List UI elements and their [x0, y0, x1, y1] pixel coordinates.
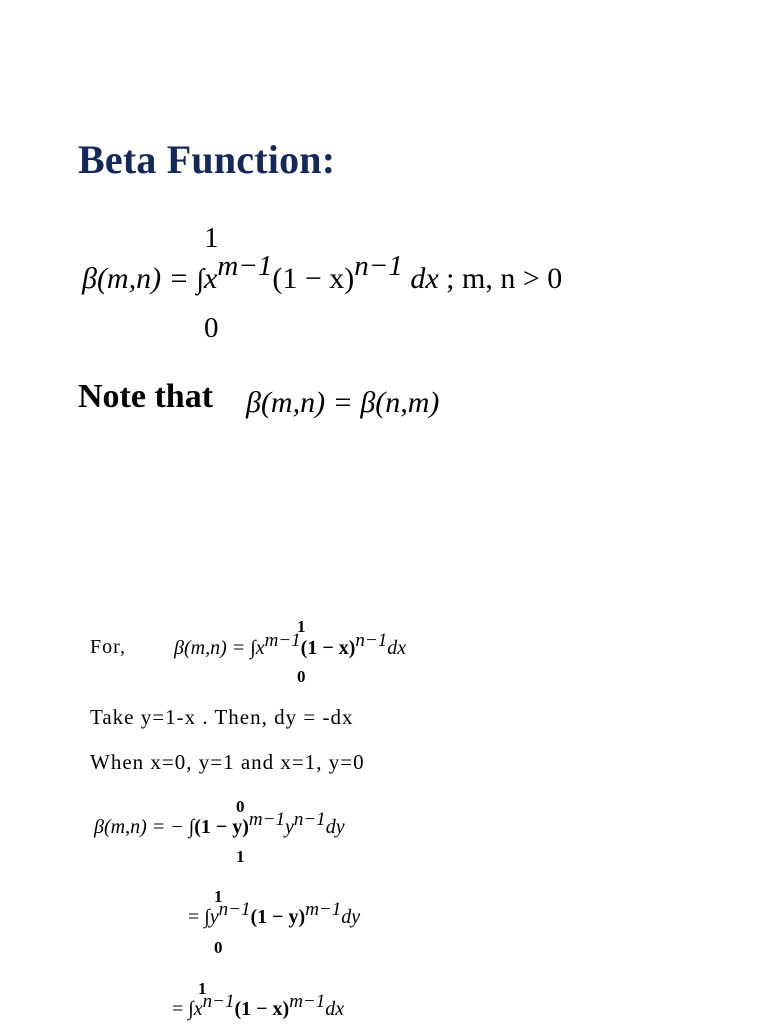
proof-line-4	[172, 991, 345, 1021]
proof-for-label: For,	[90, 636, 126, 658]
proof-l3-factor: (1 − y)	[250, 906, 306, 928]
base-x: x	[204, 262, 218, 295]
proof-l2-exp1: m−1	[248, 809, 285, 830]
proof-l4-d: dx	[325, 998, 345, 1020]
proof-l2-upper: 0	[236, 797, 245, 816]
definition-condition: ; m, n > 0	[446, 262, 563, 295]
proof-l1-upper: 1	[297, 617, 306, 636]
proof-limits-change: When x=0, y=1 and x=1, y=0	[90, 750, 365, 774]
proof-l3-lower: 0	[214, 938, 223, 957]
definition-formula	[82, 250, 563, 296]
proof-l3-integral: ∫	[204, 906, 210, 928]
proof-l1-x: x	[255, 637, 265, 659]
symmetry-formula: β(m,n) = β(n,m)	[246, 386, 440, 419]
proof-l2-exp2: n−1	[293, 809, 326, 830]
integral-sign: ∫	[196, 264, 205, 295]
definition-lhs: β(m,n) =	[82, 262, 189, 295]
proof-l1-lhs: β(m,n) =	[174, 637, 246, 659]
integral-upper-limit: 1	[204, 222, 219, 254]
proof-l3-d: dy	[341, 906, 361, 928]
proof-l3-eq: =	[188, 906, 200, 928]
proof-l1-exp1: m−1	[264, 630, 301, 651]
proof-l2-d: dy	[325, 816, 345, 838]
exponent-n-1: n−1	[354, 250, 403, 282]
proof-l4-upper: 1	[198, 979, 207, 998]
proof-l2-y: y	[284, 816, 294, 838]
proof-l1-lower: 0	[297, 667, 306, 686]
proof-l1-integral: ∫	[250, 637, 256, 659]
differential-dx: dx	[410, 262, 439, 295]
proof-l2-lower: 1	[236, 847, 245, 866]
section-title: Beta Function:	[78, 137, 336, 182]
integral-lower-limit: 0	[204, 312, 219, 344]
proof-line-2	[94, 809, 345, 839]
proof-l4-factor: (1 − x)	[234, 998, 290, 1020]
proof-l4-eq: =	[172, 998, 184, 1020]
exponent-m-1: m−1	[217, 250, 273, 282]
proof-l1-factor: (1 − x)	[300, 637, 356, 659]
proof-line-1	[174, 630, 407, 660]
proof-l4-integral: ∫	[188, 998, 194, 1020]
proof-substitution: Take y=1-x . Then, dy = -dx	[90, 705, 354, 729]
proof-l3-y: y	[209, 906, 219, 928]
proof-l1-exp2: n−1	[355, 630, 388, 651]
proof-l3-exp1: n−1	[218, 899, 251, 920]
proof-l4-x: x	[193, 998, 203, 1020]
proof-l2-integral: ∫	[188, 816, 195, 838]
proof-line-3	[188, 899, 361, 929]
proof-l4-exp2: m−1	[289, 991, 326, 1012]
proof-l1-d: dx	[387, 637, 407, 659]
factor-1-minus-x: (1 − x)	[272, 262, 355, 295]
proof-l4-exp1: n−1	[202, 991, 235, 1012]
proof-l3-exp2: m−1	[305, 899, 342, 920]
note-label: Note that	[78, 378, 214, 415]
proof-l2-lhs: β(m,n) = −	[94, 816, 184, 838]
proof-l3-upper: 1	[214, 887, 223, 906]
proof-l2-factor: (1 − y)	[194, 816, 249, 838]
